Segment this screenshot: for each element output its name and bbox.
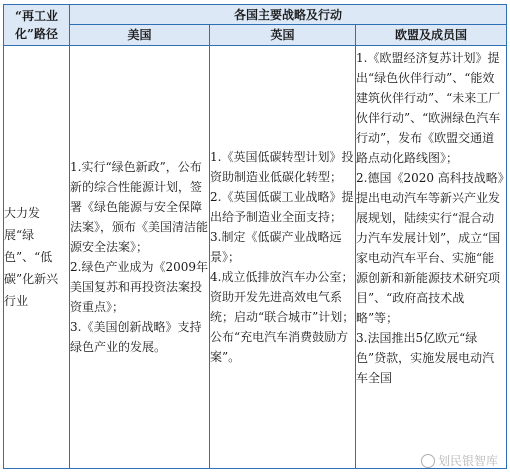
uk-item-2: 2.《英国低碳工业战略》提出给予制造业全面支持；	[210, 190, 354, 224]
header-eu	[356, 25, 507, 46]
header-usa	[70, 25, 210, 46]
uk-item-1: 1.《英国低碳转型计划》投资助制造业低碳化转型；	[210, 150, 354, 184]
eu-item-3: 3.法国推出5亿欧元“绿色”贷款，实施发展电动汽车全国	[356, 331, 495, 385]
usa-cell	[70, 46, 210, 469]
header-usa-label: 美国	[127, 28, 152, 42]
header-group-label: 各国主要战略及行动	[234, 7, 343, 22]
path-text: 大力发展“绿色”、“低碳”化新兴行业	[4, 206, 59, 308]
uk-item-3: 3.制定《低碳产业战略远景》；	[210, 230, 342, 264]
usa-item-2: 2.绿色产业成为《2009年美国复苏和再投资法案投资重点》；	[70, 260, 208, 314]
header-eu-label: 欧盟及成员国	[395, 28, 468, 42]
header-path-cell	[4, 5, 70, 46]
header-uk-label: 英国	[270, 28, 295, 42]
watermark-logo-icon	[421, 454, 435, 468]
header-path-label: “再工业化”路径	[15, 9, 58, 41]
header-uk	[210, 25, 356, 46]
strategy-table	[3, 4, 507, 469]
eu-item-1: 1.《欧盟经济复苏计划》提出“绿色伙伴行动”、“能效建筑伙伴行动”、“未来工厂伙伴行动”、“欧洲绿色汽车行动”，发布《欧盟交通道路点动化路线图》；	[356, 51, 501, 165]
eu-cell	[356, 46, 507, 469]
watermark	[421, 452, 498, 469]
header-group-cell	[70, 5, 507, 25]
watermark-text: 划民银智库	[437, 454, 498, 468]
usa-item-3: 3.《美国创新战略》支持绿色产业的发展。	[70, 320, 202, 354]
eu-item-2: 2.德国《2020 高科技战略》提出电动汽车等新兴产业发展规划，陆续实行“混合动力汽车发展计划”，成立“国家电动汽车平台、实施“能源创新和新能源技术研究项目”、“政府高技术战略”等；	[356, 171, 504, 325]
uk-item-4: 4.成立低排放汽车办公室；资助开发先进高效电气系统；启动“联合城市”计划；公布“充电汽车消费鼓励方案”。	[210, 270, 355, 364]
uk-cell	[210, 46, 356, 469]
path-cell	[4, 46, 70, 469]
usa-item-1: 1.实行“绿色新政”，公布新的综合性能源计划，签署《绿色能源与安全保障法案》，颁布《美国清洁能源安全法案》；	[70, 160, 209, 254]
